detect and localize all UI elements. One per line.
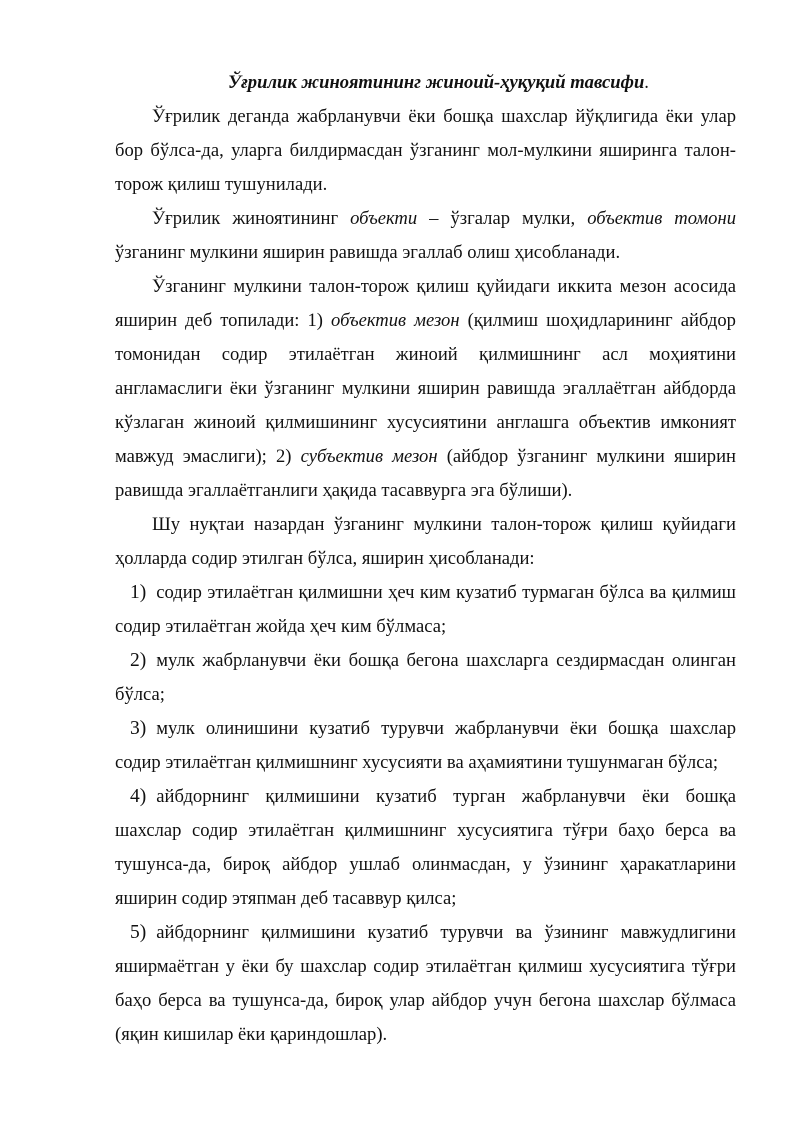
list-item-number: 4) <box>130 786 147 807</box>
list-item <box>115 644 736 712</box>
list-item-text: айбдорнинг қилмишини кузатиб турувчи ва ўзининг мавжудлигини яширмаётган у ёки бу шахслар содир этилаётган қилмиш хусусиятига тўғри баҳо берса ва тушунса-да, бироқ улар айбдор учун бегона шахслар бўлмаса (яқин кишилар ёки қариндошлар). <box>115 922 736 1045</box>
p2-text-a: Ўғрилик жиноятининг <box>152 208 351 229</box>
title-text: Ўғрилик жиноятининг жиноий-ҳуқуқий тавсифи <box>228 72 645 93</box>
list-item <box>115 576 736 644</box>
term-objective-criterion: объектив мезон <box>331 310 460 331</box>
term-object: объекти <box>350 208 418 229</box>
p3-text-a: Ўзганинг мулкини талон-торож қилиш қуйидаги иккита мезон асосида яширин деб топилади: 1) <box>115 276 736 331</box>
list-item-text: айбдорнинг қилмишини кузатиб турган жабрланувчи ёки бошқа шахслар содир этилаётган қилмишнинг хусусиятига тўғри баҳо берса ва тушунса-да, бироқ айбдор ушлаб олинмасдан, у ўзининг ҳаракатларини яширин содир этяпман деб тасаввур қилса; <box>115 786 736 909</box>
list-item-text: мулк олинишини кузатиб турувчи жабрланувчи ёки бошқа шахслар содир этилаётган қилмишнинг хусусияти ва аҳамиятини тушунмаган бўлса; <box>115 718 736 773</box>
list-item <box>115 780 736 916</box>
term-subjective-criterion: субъектив мезон <box>300 446 438 467</box>
paragraph-object <box>115 202 736 270</box>
paragraph-intro-list: Шу нуқтаи назардан ўзганинг мулкини талон-торож қилиш қуйидаги ҳолларда содир этилган бўлса, яширин ҳисобланади: <box>115 514 736 569</box>
paragraph-definition: Ўғрилик деганда жабрланувчи ёки бошқа шахслар йўқлигида ёки улар бор бўлса-да, уларга билдирмасдан ўзганинг мол-мулкини яширинга талон-торож қилиш тушунилади. <box>115 106 736 195</box>
p3-text-e: (айбдор ўзганинг мулкини яширин равишда эгаллаётганлиги ҳақида тасаввурга эга бўлиши). <box>115 446 736 501</box>
list-item-text: содир этилаётган қилмишни ҳеч ким кузатиб турмаган бўлса ва қилмиш содир этилаётган жойда ҳеч ким бўлмаса; <box>115 582 736 637</box>
list-item-number: 1) <box>130 582 147 603</box>
document-title <box>115 66 736 100</box>
list-item-number: 2) <box>130 650 147 671</box>
list-item-number: 5) <box>130 922 147 943</box>
list-item <box>115 916 736 1052</box>
list-item <box>115 712 736 780</box>
list-item-text: мулк жабрланувчи ёки бошқа бегона шахсларга сездирмасдан олинган бўлса; <box>115 650 736 705</box>
p2-text-c: – ўзгалар мулки, <box>417 208 588 229</box>
term-objective-side: объектив томони <box>587 208 736 229</box>
p3-text-c: (қилмиш шоҳидларининг айбдор томонидан содир этилаётган жиноий қилмишнинг асл моҳиятини англамаслиги ёки ўзганинг мулкини яширин равишда эгаллаётган айбдорда кўзлаган жиноий қилмишининг хусусиятини англашга объектив имконият мавжуд эмаслиги); 2) <box>115 310 736 467</box>
paragraph-criteria <box>115 270 736 508</box>
p2-text-e: ўзганинг мулкини яширин равишда эгаллаб олиш ҳисобланади. <box>115 242 621 263</box>
document-page <box>115 66 736 1052</box>
list-item-number: 3) <box>130 718 147 739</box>
title-period: . <box>644 72 649 93</box>
